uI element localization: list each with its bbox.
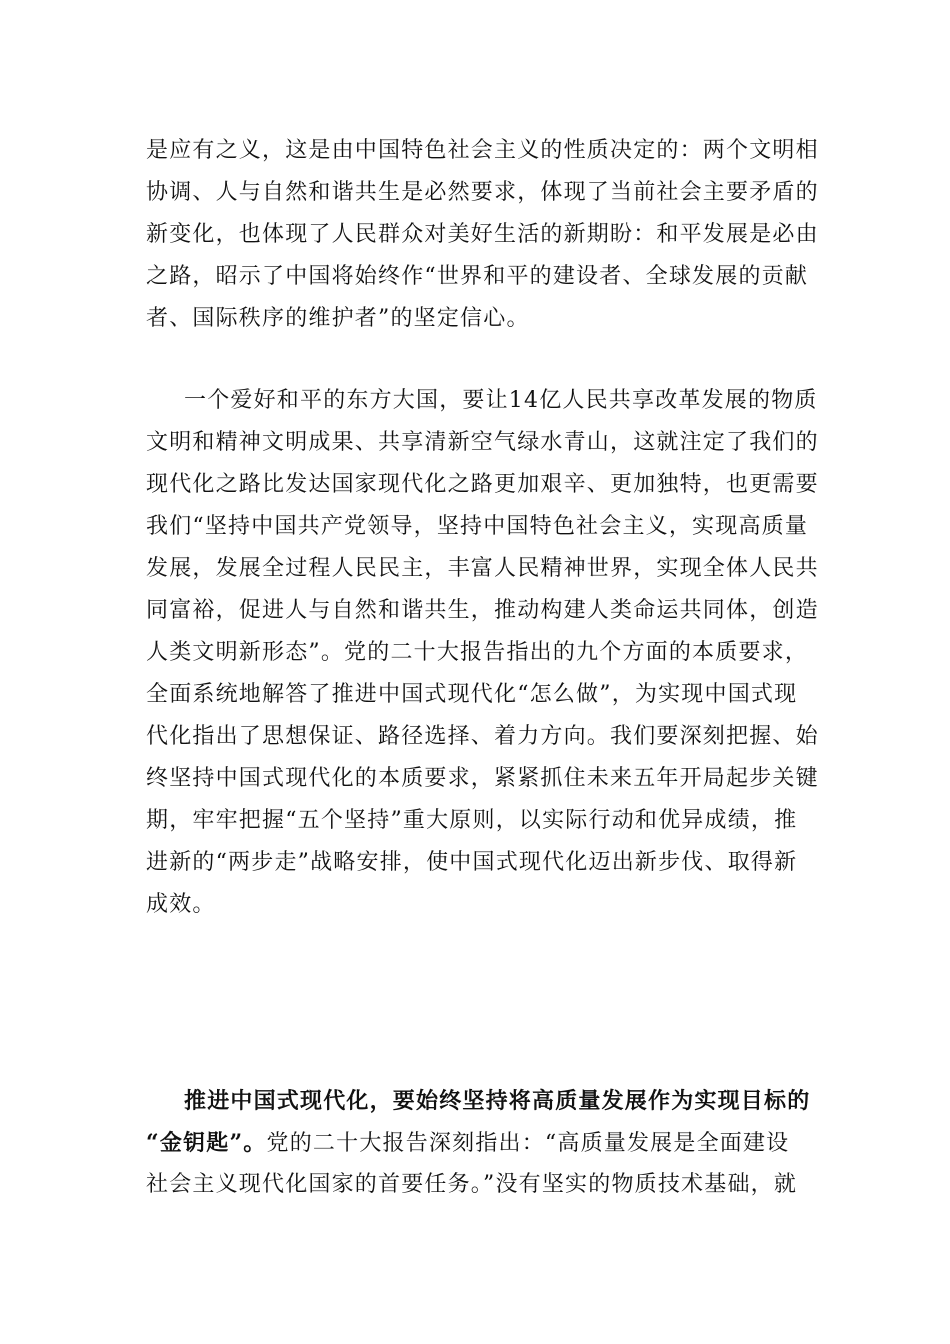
text-line: 社会主义现代化国家的首要任务。”没有坚实的物质技术基础，就: [146, 1172, 798, 1197]
text-line: 同富裕，促进人与自然和谐共生，推动构建人类命运共同体，创造: [146, 598, 819, 623]
text-line: 发展，发展全过程人民民主，丰富人民精神世界，实现全体人民共: [146, 556, 819, 581]
text-line: 进新的“两步走”战略安排，使中国式现代化迈出新步伐、取得新: [146, 850, 798, 875]
text-line: 期，牢牢把握“五个坚持”重大原则，以实际行动和优异成绩，推: [146, 808, 798, 833]
text-line: 协调、人与自然和谐共生是必然要求，体现了当前社会主要矛盾的: [146, 180, 819, 205]
text-line: 者、国际秩序的维护者”的坚定信心。: [146, 306, 530, 331]
text-line: 一个爱好和平的东方大国，要让14亿人民共享改革发展的物质: [184, 388, 818, 413]
text-run: 党的二十大报告深刻指出：“高质量发展是全面建设: [266, 1131, 790, 1156]
paragraph-3: [146, 1080, 811, 1206]
text-line: 全面系统地解答了推进中国式现代化“怎么做”，为实现中国式现: [146, 682, 798, 707]
text-line: 成效。: [146, 892, 216, 917]
text-line: 终坚持中国式现代化的本质要求，紧紧抓住未来五年开局起步关键: [146, 766, 819, 791]
text-line: 代化指出了思想保证、路径选择、着力方向。我们要深刻把握、始: [146, 724, 819, 749]
text-line: 新变化，也体现了人民群众对美好生活的新期盼：和平发展是必由: [146, 222, 819, 247]
text-line: 是应有之义，这是由中国特色社会主义的性质决定的：两个文明相: [146, 138, 819, 163]
text-line: [146, 1122, 794, 1164]
text-line: 之路，昭示了中国将始终作“世界和平的建设者、全球发展的贡献: [146, 264, 809, 289]
paragraph-1: [146, 130, 819, 340]
text-line: 我们“坚持中国共产党领导，坚持中国特色社会主义，实现高质量: [146, 514, 809, 539]
bold-heading-line: 推进中国式现代化，要始终坚持将高质量发展作为实现目标的: [184, 1088, 811, 1114]
text-line: 文明和精神文明成果、共享清新空气绿水青山，这就注定了我们的: [146, 430, 819, 455]
text-line: 人类文明新形态”。党的二十大报告指出的九个方面的本质要求，: [146, 640, 809, 665]
bold-heading-continuation: “金钥匙”。: [146, 1130, 267, 1156]
text-line: 现代化之路比发达国家现代化之路更加艰辛、更加独特，也更需要: [146, 472, 819, 497]
paragraph-2: [146, 380, 819, 926]
